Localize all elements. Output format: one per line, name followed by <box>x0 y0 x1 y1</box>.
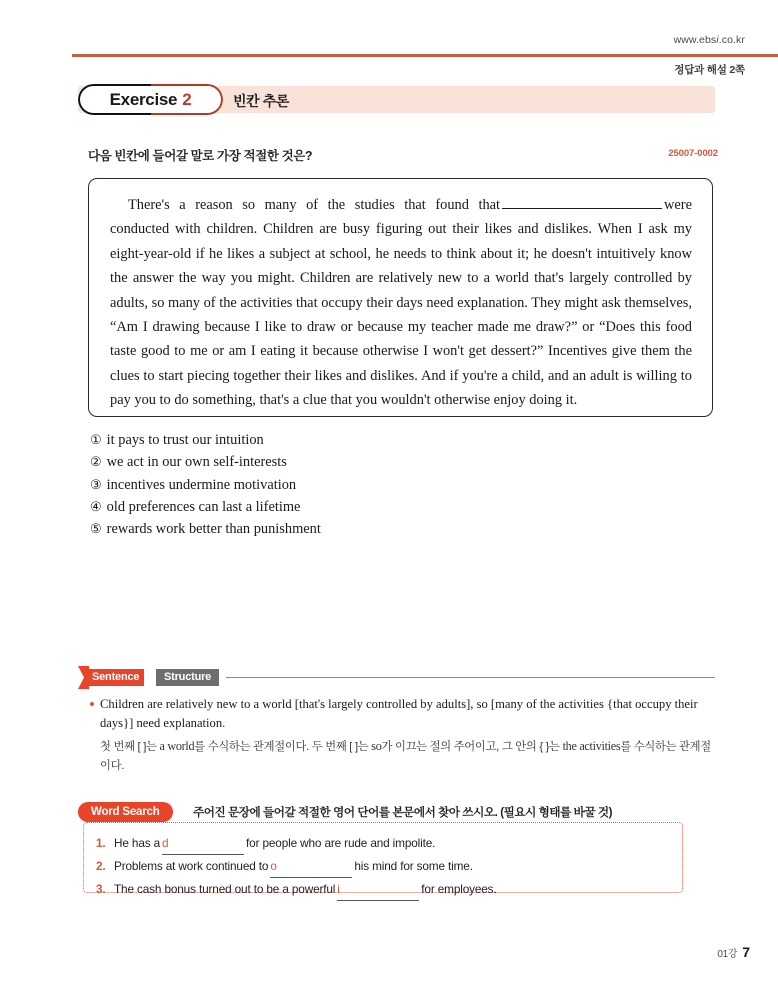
exercise-subject: 빈칸 추론 <box>233 93 289 109</box>
choice-text: we act in our own self-interests <box>106 454 287 471</box>
site-url-italic: i <box>716 34 719 46</box>
word-search-item-1 <box>96 832 497 855</box>
choice-option-2[interactable] <box>90 451 321 473</box>
korean-english-term-1: a world <box>159 739 195 753</box>
sentence-structure-rule <box>226 677 715 678</box>
question-prompt: 다음 빈칸에 들어갈 말로 가장 적절한 것은? <box>88 149 313 163</box>
item-index: 3. <box>96 882 106 896</box>
site-url <box>674 34 745 46</box>
passage-text <box>110 193 692 413</box>
choice-marker: ⑤ <box>90 521 102 537</box>
question-code: 25007-0002 <box>668 148 718 159</box>
korean-segment-3: 가 이끄는 절의 주어이고, 그 안의 { }는 <box>381 741 563 753</box>
choice-marker: ② <box>90 454 102 470</box>
korean-segment-2: 를 수식하는 관계절이다. 두 번째 [ ]는 <box>194 741 372 753</box>
korean-english-term-3: the activities <box>562 739 621 753</box>
exercise-badge <box>78 84 223 115</box>
word-search-item-list <box>96 832 497 901</box>
word-search-item-3 <box>96 878 497 901</box>
site-url-prefix: www.ebs <box>673 34 717 46</box>
sentence-structure-tag-secondary: Structure <box>156 669 219 686</box>
footer-lesson-label: 01강 <box>717 949 738 960</box>
sentence-structure-section <box>78 669 715 772</box>
choice-option-1[interactable] <box>90 429 321 451</box>
item-index: 2. <box>96 859 106 873</box>
korean-english-term-2: so <box>371 739 382 753</box>
item-text-before: Problems at work continued to <box>114 859 269 873</box>
choice-option-3[interactable] <box>90 474 321 496</box>
korean-segment-4: 를 수식하는 관계절이다. <box>100 741 711 772</box>
sentence-structure-header <box>78 669 715 686</box>
passage-blank <box>502 195 662 209</box>
choice-marker: ③ <box>90 476 102 492</box>
choice-option-4[interactable] <box>90 496 321 518</box>
word-search-item-2 <box>96 855 497 878</box>
sentence-structure-english: Children are relatively new to a world [that's largely controlled by adults], so [many of the activities {that occupy their days}] need explanation. <box>90 695 715 733</box>
header-rule <box>72 54 778 57</box>
item-text-after: for employees. <box>421 882 497 896</box>
sentence-structure-korean <box>90 737 715 775</box>
exercise-label: Exercise <box>109 89 178 109</box>
word-search-badge: Word Search <box>78 802 173 822</box>
page-footer <box>717 944 750 960</box>
answer-reference: 정답과 해설 2쪽 <box>674 64 745 76</box>
choice-text: incentives undermine motivation <box>106 476 297 493</box>
item-text-before: The cash bonus turned out to be a powerful <box>114 882 336 896</box>
site-url-suffix: .co.kr <box>718 34 745 46</box>
word-search-instruction: 주어진 문장에 들어갈 적절한 영어 단어를 본문에서 찾아 쓰시오. (필요시 형태를 바꿀 것) <box>193 806 613 819</box>
sentence-structure-tag-primary: Sentence <box>86 669 144 686</box>
sentence-structure-body <box>90 695 715 775</box>
choice-text: old preferences can last a lifetime <box>106 498 301 515</box>
footer-page-number: 7 <box>742 944 750 960</box>
choice-text: it pays to trust our intuition <box>106 432 264 448</box>
choice-option-5[interactable] <box>90 518 321 540</box>
choice-list <box>90 429 321 540</box>
exercise-badge-text <box>78 84 223 115</box>
item-answer-blank[interactable]: o <box>270 855 352 878</box>
exercise-number: 2 <box>182 89 192 109</box>
choice-marker: ④ <box>90 498 102 514</box>
passage-part-1: There's a reason so many of the studies that found that <box>128 197 501 213</box>
item-answer-blank[interactable]: d <box>162 832 244 855</box>
item-text-after: his mind for some time. <box>354 859 473 873</box>
item-text-before: He has a <box>114 836 161 850</box>
passage-part-2: were conducted with children. Children are busy figuring out their likes and dislikes. When I ask my eight-year-old if he likes a subject at school, he needs to think about it; he doesn't intuitively know the answer the way you might. Children are relatively new to a world that's largely controlled by adults, so many of the activities that occupy their days need explanation. They might ask themselves, “Am I drawing because I like to draw or because my teacher made me draw?” or “Does this food taste good to me or am I eating it because otherwise I won't get dessert?” Incentives give them the clues to start piecing together their likes and dislikes. And if you're a child, and an adult is willing to pay you to do something, that's a clue that you wouldn't otherwise enjoy doing it. <box>110 197 692 409</box>
choice-marker: ① <box>90 432 102 447</box>
item-index: 1. <box>96 836 106 850</box>
korean-segment-1: 첫 번째 [ ]는 <box>100 741 160 753</box>
choice-text: rewards work better than punishment <box>106 521 321 538</box>
passage-box <box>88 178 713 417</box>
item-answer-blank[interactable]: i <box>337 878 419 901</box>
item-text-after: for people who are rude and impolite. <box>246 836 436 850</box>
